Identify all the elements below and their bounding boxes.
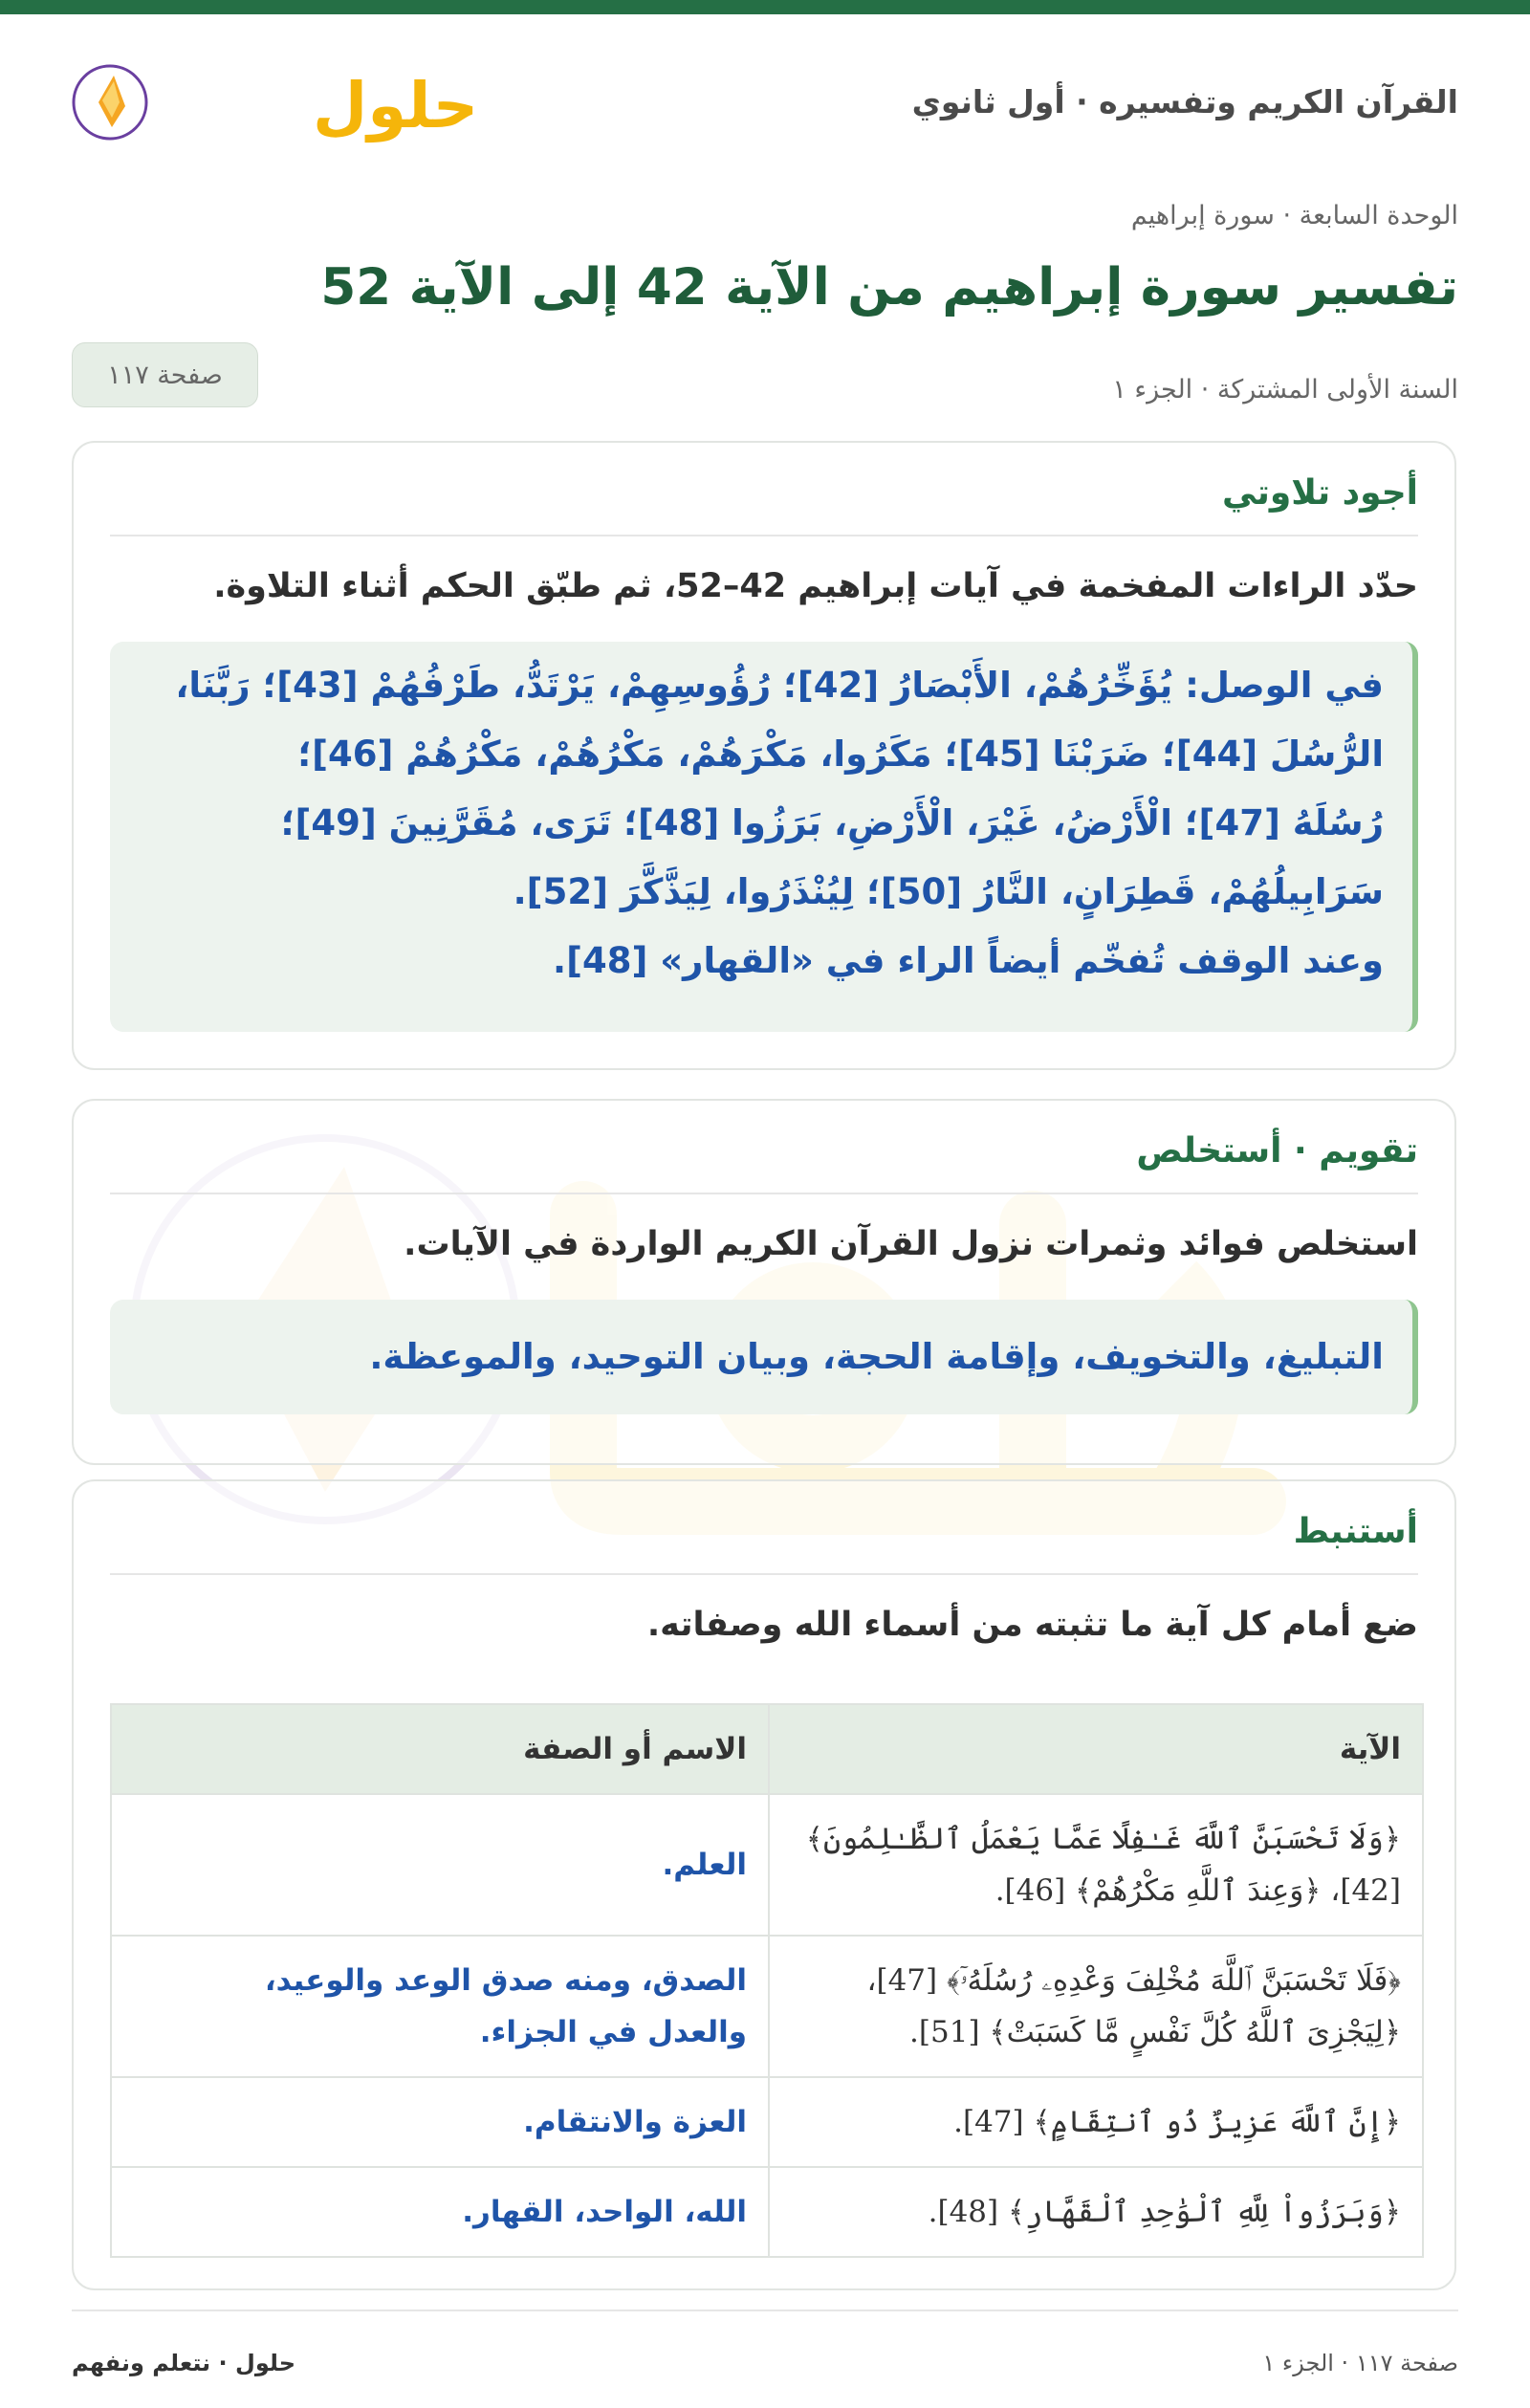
section-deduction — [72, 1479, 1456, 2290]
unit-breadcrumb: الوحدة السابعة · سورة إبراهيم — [1130, 201, 1458, 230]
attribute-line: العلم. — [662, 1848, 747, 1882]
section-question: حدّد الراءات المفخمة في آيات إبراهيم 42–52، ثم طبّق الحكم أثناء التلاوة. — [213, 567, 1418, 605]
section-title: تقويم · أستخلص — [1136, 1131, 1418, 1171]
hulul-logo-icon — [72, 53, 479, 148]
top-accent-bar — [0, 0, 1530, 14]
answer-box — [110, 1300, 1418, 1414]
attribute-cell — [111, 1936, 769, 2077]
section-divider — [110, 1573, 1418, 1575]
section-question: استخلص فوائد وثمرات نزول القرآن الكريم الواردة في الآيات. — [404, 1225, 1418, 1263]
ayah-cell — [769, 2167, 1423, 2257]
answer-line: في الوصل: يُؤَخِّرُهُمْ، الأَبْصَارُ [42]؛ رُؤُوسِهِمْ، يَرْتَدُّ، طَرْفُهُمْ [43]؛ رَبَّنَا، — [175, 665, 1384, 706]
attribute-line: العزة والانتقام. — [523, 2105, 747, 2139]
table-row — [111, 1936, 1423, 2077]
section-title: أجود تلاوتي — [1221, 473, 1418, 513]
ayah-line: [42]، ﴿وَعِندَ ٱللَّهِ مَكْرُهُمْ﴾ [46]. — [994, 1873, 1401, 1908]
answer-box — [110, 642, 1418, 1032]
lesson-meta: السنة الأولى المشتركة · الجزء ١ — [1112, 375, 1458, 405]
table-row — [111, 1794, 1423, 1936]
attribute-cell — [111, 1794, 769, 1936]
column-header-ayah: الآية — [769, 1704, 1423, 1794]
ayah-line: ﴿إِنَّ ٱللَّهَ عَزِيزٌ ذُو ٱنتِقَامٍ﴾ [47]. — [953, 2105, 1401, 2139]
ayah-cell — [769, 1936, 1423, 2077]
ayah-line: ﴿فَلَا تَحْسَبَنَّ ٱللَّهَ مُخْلِفَ وَعْدِهِۦ رُسُلَهُۥٓ﴾ [47]، — [866, 1963, 1401, 1998]
logo-text: حلول — [313, 69, 479, 142]
page — [72, 14, 1458, 2376]
subject-title: القرآن الكريم وتفسيره · أول ثانوي — [911, 83, 1458, 120]
section-divider — [110, 535, 1418, 536]
attributes-table — [110, 1703, 1424, 2258]
section-tajweed — [72, 441, 1456, 1070]
table-header-row — [111, 1704, 1423, 1794]
section-question: ضع أمام كل آية ما تثبته من أسماء الله وصفاته. — [646, 1606, 1418, 1644]
attribute-line: الصدق، ومنه صدق الوعد والوعيد، — [264, 1963, 747, 1998]
section-divider — [110, 1193, 1418, 1194]
ayah-cell — [769, 1794, 1423, 1936]
section-title: أستنبط — [1293, 1512, 1418, 1551]
table-row — [111, 2077, 1423, 2167]
ayah-line: ﴿لِيَجْزِىَ ٱللَّهُ كُلَّ نَفْسٍ مَّا كَسَبَتْ﴾ [51]. — [909, 2015, 1401, 2049]
column-header-attribute: الاسم أو الصفة — [111, 1704, 769, 1794]
lesson-title: تفسير سورة إبراهيم من الآية 42 إلى الآية 52 — [320, 258, 1458, 317]
answer-text — [110, 642, 1412, 996]
answer-line: رُسُلَهُ [47]؛ الْأَرْضُ، غَيْرَ، الْأَرْضِ، بَرَزُوا [48]؛ تَرَى، مُقَرَّنِينَ [49]؛ — [280, 802, 1384, 843]
answer-line: الرُّسُلَ [44]؛ ضَرَبْنَا [45]؛ مَكَرُوا، مَكْرَهُمْ، مَكْرُهُمْ، مَكْرُهُمْ [46]؛ — [297, 733, 1384, 775]
attribute-cell — [111, 2167, 769, 2257]
footer-brand: حلول · نتعلم ونفهم — [72, 2350, 295, 2376]
footer-page-info: صفحة ١١٧ · الجزء ١ — [1262, 2350, 1458, 2376]
attribute-line: والعدل في الجزاء. — [479, 2015, 747, 2049]
attribute-line: الله، الواحد، القهار. — [462, 2195, 747, 2229]
ayah-line: ﴿وَبَرَزُواْ لِلَّهِ ٱلْوَٰحِدِ ٱلْقَهَّارِ﴾ [48]. — [928, 2195, 1401, 2229]
footer-divider — [72, 2309, 1458, 2311]
answer-line: سَرَابِيلُهُمْ، قَطِرَانٍ، النَّارُ [50]؛ لِيُنْذَرُوا، لِيَذَّكَّرَ [52]. — [513, 871, 1384, 912]
page-header — [72, 14, 1458, 186]
ayah-cell — [769, 2077, 1423, 2167]
page-number-badge: صفحة ١١٧ — [72, 342, 258, 407]
attribute-cell — [111, 2077, 769, 2167]
ayah-line: ﴿وَلَا تَحْسَبَنَّ ٱللَّهَ غَـٰفِلًا عَمَّا يَعْمَلُ ٱلظَّـٰلِمُونَ﴾ — [805, 1822, 1401, 1856]
section-evaluation — [72, 1099, 1456, 1465]
answer-line: وعند الوقف تُفخّم أيضاً الراء في «القهار» [48]. — [553, 940, 1384, 981]
table-row — [111, 2167, 1423, 2257]
answer-text — [110, 1300, 1412, 1391]
answer-line: التبليغ، والتخويف، وإقامة الحجة، وبيان التوحيد، والموعظة. — [369, 1336, 1384, 1377]
